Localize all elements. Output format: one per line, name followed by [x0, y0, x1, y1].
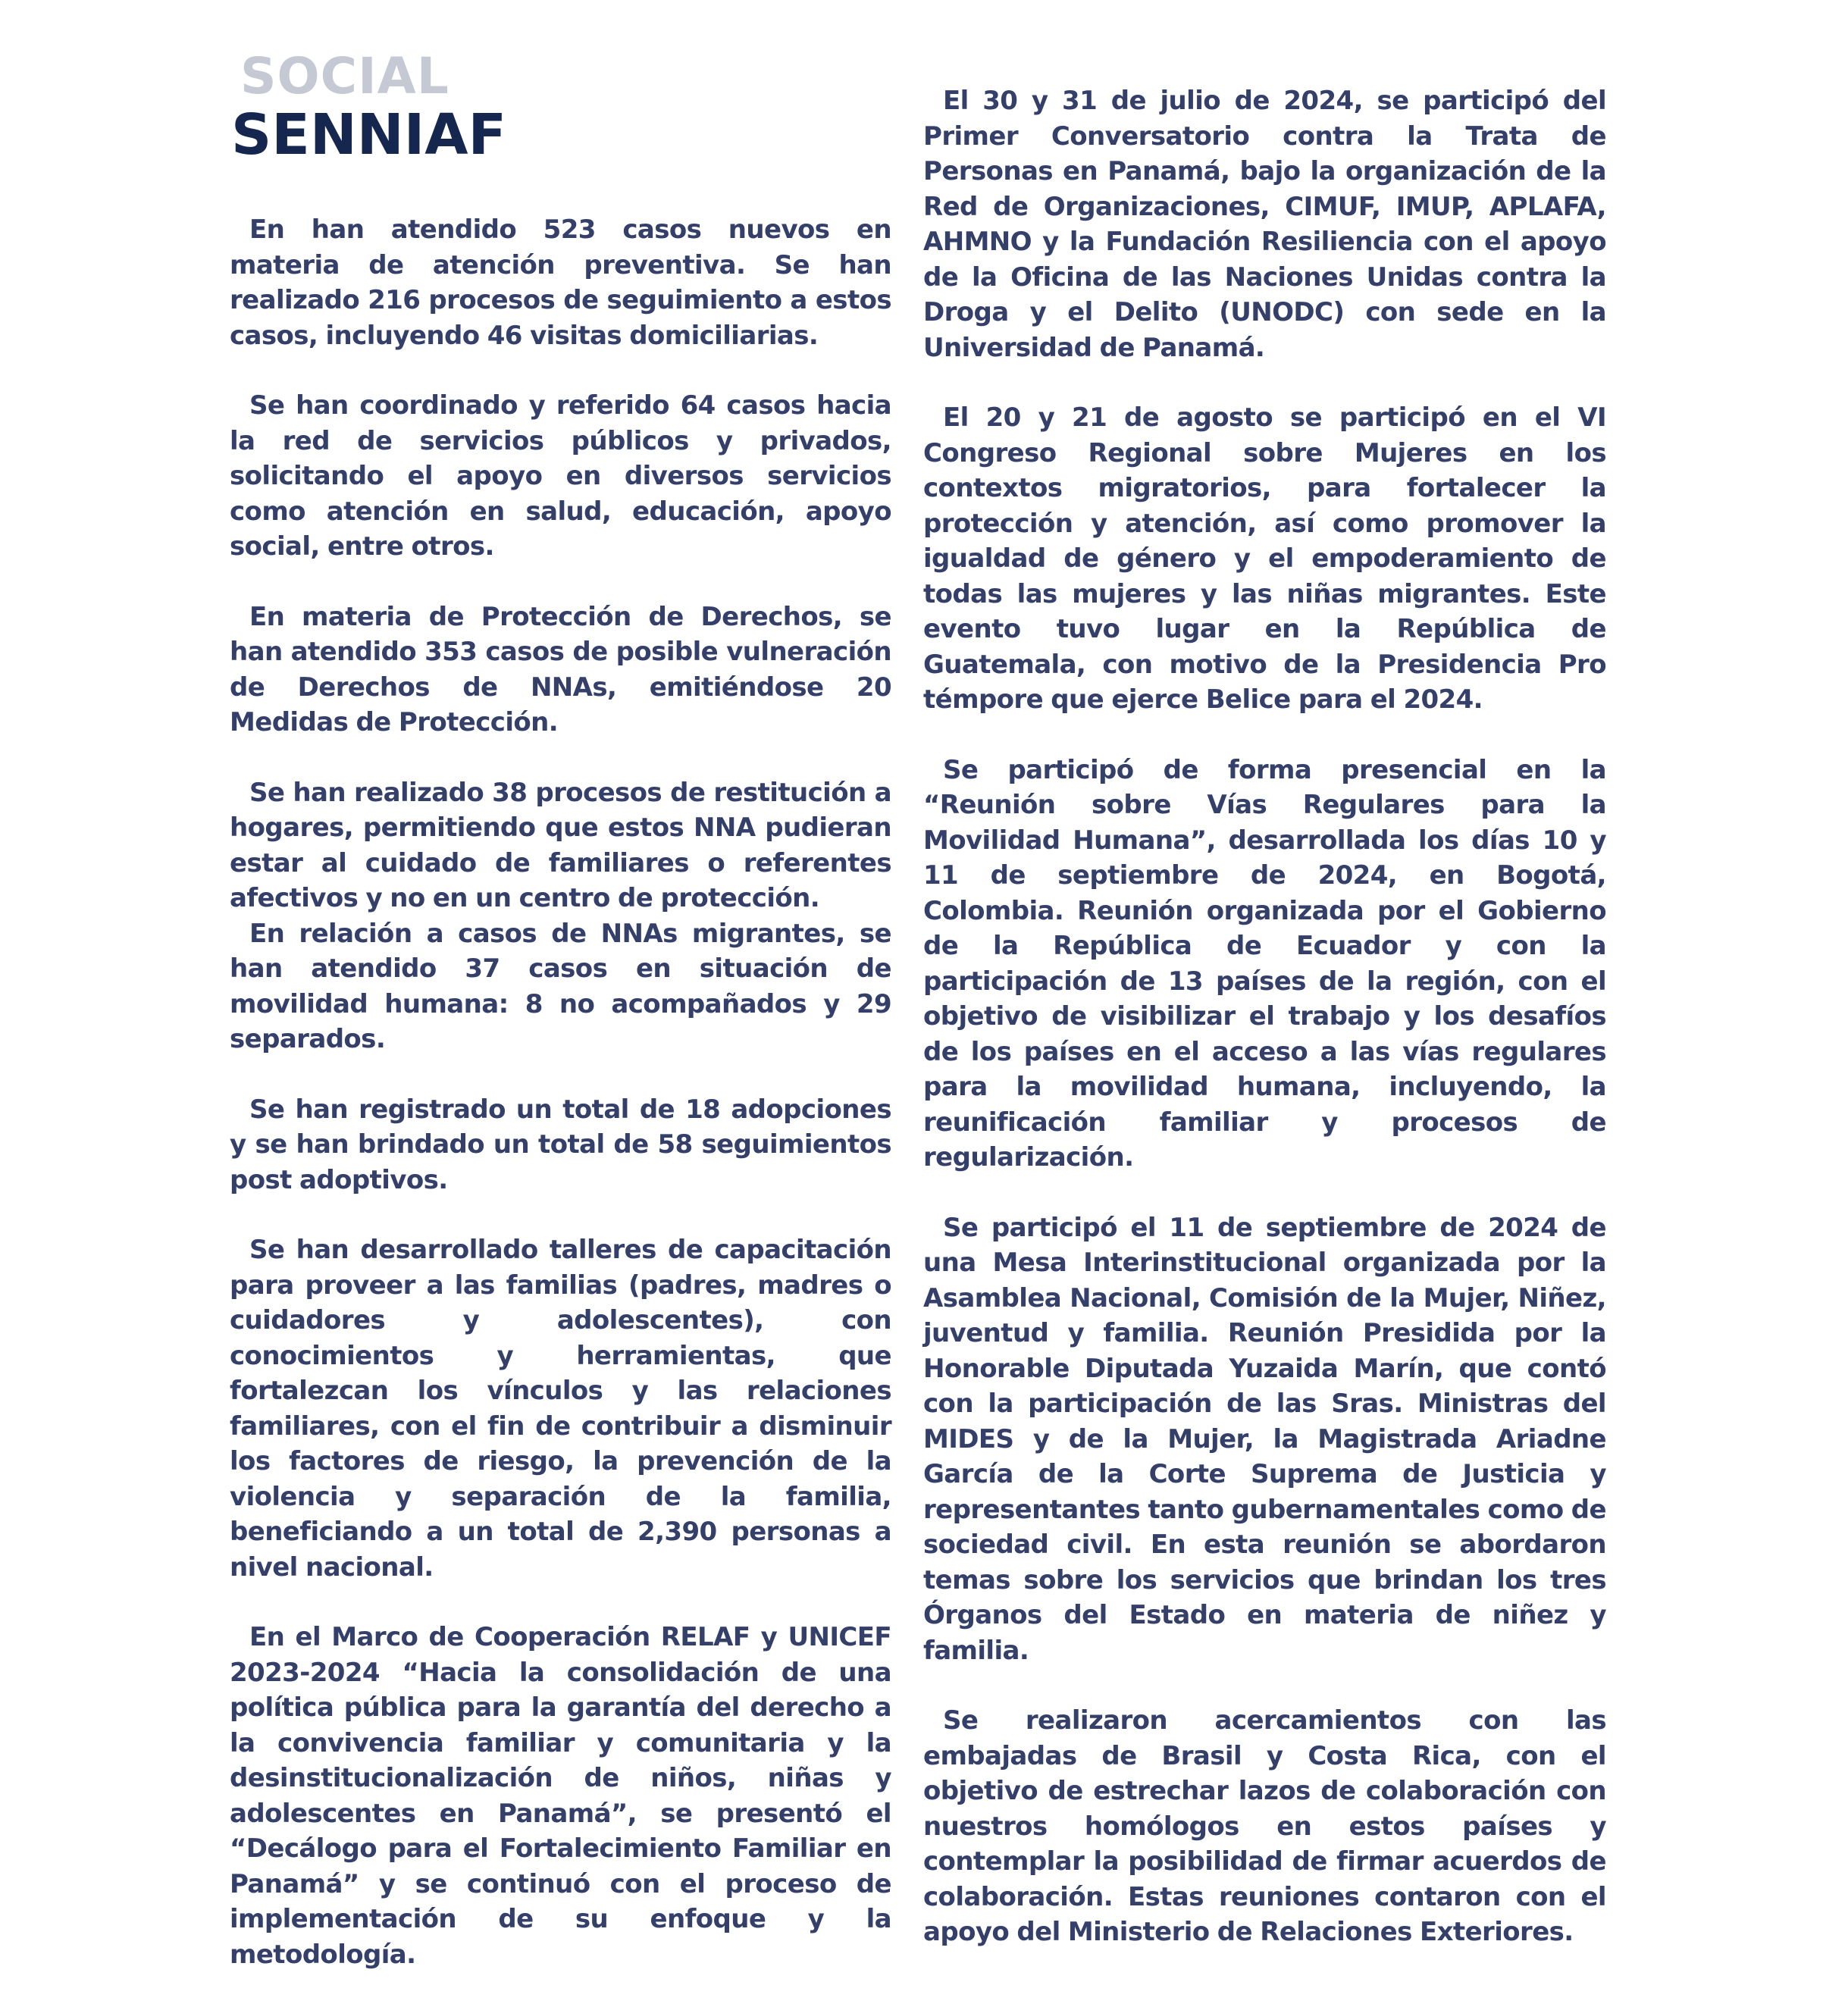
left-column — [230, 212, 891, 2007]
paragraph: En materia de Protección de Derechos, se han atendido 353 casos de posible vulneración de Derechos de NNAs, emitiéndose 20 Medidas de Protección. — [230, 601, 891, 737]
page-header — [231, 47, 762, 167]
paragraph: El 30 y 31 de julio de 2024, se participó del Primer Conversatorio contra la Trata de Personas en Panamá, bajo la organización de la Red de Organizaciones, CIMUF, IMUP, APLAFA, AHMNO y la Fundación Resiliencia con el apoyo de la Oficina de las Naciones Unidas contra la Droga y el Delito (UNODC) con sede en la Universidad de Panamá. — [923, 86, 1606, 363]
page-title: SENNIAF — [231, 102, 507, 168]
section-kicker: SOCIAL — [240, 47, 449, 105]
paragraph: Se participó de forma presencial en la “Reunión sobre Vías Regulares para la Movilidad Humana”, desarrollada los días 10 y 11 de septiembre de 2024, en Bogotá, Colombia. Reunión organizada por el Gobierno de la República de Ecuador y con la participación de 13 países de la región, con el objetivo de visibilizar el trabajo y los desafíos de los países en el acceso a las vías regulares para la movilidad humana, incluyendo, la reunificación familiar y procesos de regularización. — [923, 754, 1606, 1173]
paragraph: Se han registrado un total de 18 adopciones y se han brindado un total de 58 seguimientos post adoptivos. — [230, 1094, 891, 1195]
paragraph: Se han realizado 38 procesos de restitución a hogares, permitiendo que estos NNA pudieran estar al cuidado de familiares o referentes afectivos y no en un centro de protección. — [230, 777, 891, 913]
paragraph: En el Marco de Cooperación RELAF y UNICEF 2023-2024 “Hacia la consolidación de una política pública para la garantía del derecho a la convivencia familiar y comunitaria y la desinstitucionalización de niños, niñas y adolescentes en Panamá”, se presentó el “Decálogo para el Fortalecimiento Familiar en Panamá” y se continuó con el proceso de implementación de su enfoque y la metodología. — [230, 1622, 891, 1970]
paragraph: En han atendido 523 casos nuevos en materia de atención preventiva. Se han realizado 216 procesos de seguimiento a estos casos, incluyendo 46 visitas domiciliarias. — [230, 214, 891, 351]
paragraph: El 20 y 21 de agosto se participó en el VI Congreso Regional sobre Mujeres en los contextos migratorios, para fortalecer la protección y atención, así como promover la igualdad de género y el empoderamiento de todas las mujeres y las niñas migrantes. Este evento tuvo lugar en la República de Guatemala, con motivo de la Presidencia Pro témpore que ejerce Belice para el 2024. — [923, 402, 1606, 715]
paragraph: En relación a casos de NNAs migrantes, se han atendido 37 casos en situación de movilidad humana: 8 no acompañados y 29 separados. — [230, 918, 891, 1054]
paragraph: Se participó el 11 de septiembre de 2024 de una Mesa Interinstitucional organizada por la Asamblea Nacional, Comisión de la Mujer, Niñez, juventud y familia. Reunión Presidida por la Honorable Diputada Yuzaida Marín, que contó con la participación de las Sras. Ministras del MIDES y de la Mujer, la Magistrada Ariadne García de la Corte Suprema de Justicia y representantes tanto gubernamentales como de sociedad civil. En esta reunión se abordaron temas sobre los servicios que brindan los tres Órganos del Estado en materia de niñez y familia. — [923, 1212, 1606, 1666]
right-column — [923, 83, 1606, 1985]
paragraph: Se han coordinado y referido 64 casos hacia la red de servicios públicos y privados, solicitando el apoyo en diversos servicios como atención en salud, educación, apoyo social, entre otros. — [230, 390, 891, 562]
paragraph: Se realizaron acercamientos con las embajadas de Brasil y Costa Rica, con el objetivo de estrechar lazos de colaboración con nuestros homólogos en estos países y contemplar la posibilidad de firmar acuerdos de colaboración. Estas reuniones contaron con el apoyo del Ministerio de Relaciones Exteriores. — [923, 1705, 1606, 1947]
paragraph: Se han desarrollado talleres de capacitación para proveer a las familias (padres, madres o cuidadores y adolescentes), con conocimientos y herramientas, que fortalezcan los vínculos y las relaciones familiares, con el fin de contribuir a disminuir los factores de riesgo, la prevención de la violencia y separación de la familia, beneficiando a un total de 2,390 personas a nivel nacional. — [230, 1235, 891, 1583]
